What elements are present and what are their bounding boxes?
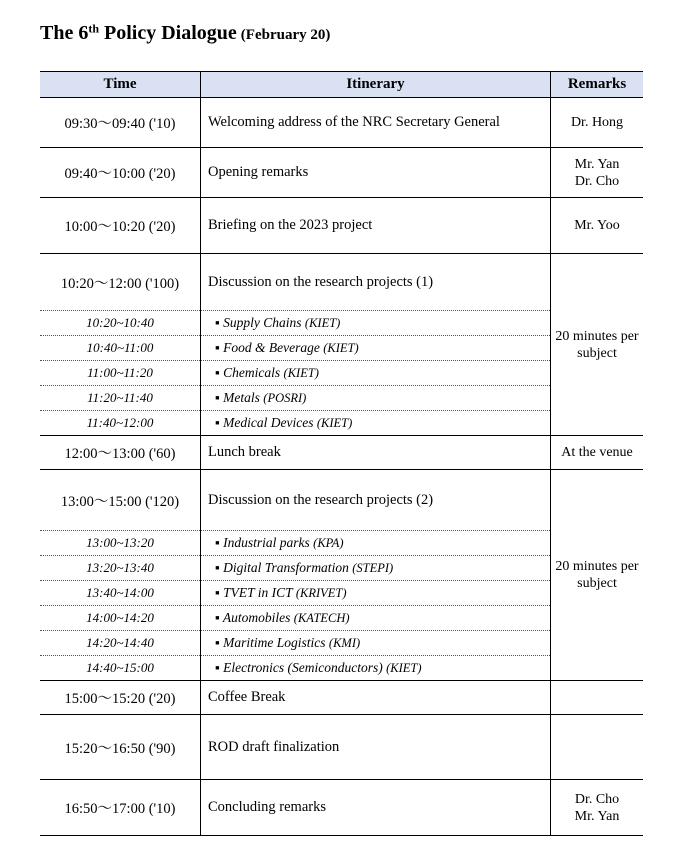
row-item: Welcoming address of the NRC Secretary General — [201, 98, 551, 148]
sub-topic-text: ▪ Supply Chains — [215, 315, 302, 330]
header-time: Time — [40, 72, 201, 98]
remark-line: Mr. Yoo — [574, 218, 620, 233]
sub-topic — [201, 606, 551, 631]
sub-topic — [201, 311, 551, 336]
header-remarks: Remarks — [551, 72, 644, 98]
sub-org: (KMI) — [328, 636, 361, 650]
row-item: Opening remarks — [201, 148, 551, 198]
session2-remarks — [551, 470, 644, 681]
sub-topic-text: ▪ Industrial parks — [215, 535, 310, 550]
sub-org: (KPA) — [313, 536, 344, 550]
title-superscript: th — [88, 21, 100, 36]
title-main: The 6 — [40, 22, 89, 44]
sub-topic-text: ▪ TVET in ICT — [215, 585, 293, 600]
row-item: ROD draft finalization — [201, 715, 551, 780]
row-remarks — [551, 98, 644, 148]
row-remarks — [551, 780, 644, 836]
sub-topic-text: ▪ Digital Transformation — [215, 560, 349, 575]
table-row — [40, 715, 643, 780]
sub-time: 14:20~14:40 — [40, 631, 201, 656]
row-item: Briefing on the 2023 project — [201, 198, 551, 254]
row-time: 12:00～13:00 ('60) — [40, 436, 201, 470]
sub-time: 10:40~11:00 — [40, 336, 201, 361]
table-row — [40, 780, 643, 836]
sub-org: (KIET) — [316, 416, 353, 430]
sub-time: 14:40~15:00 — [40, 656, 201, 681]
row-time: 13:00～15:00 ('120) — [40, 470, 201, 531]
title-date: (February 20) — [240, 27, 331, 43]
row-item: Discussion on the research projects (2) — [201, 470, 551, 531]
header-row — [40, 72, 643, 98]
sub-topic — [201, 336, 551, 361]
sub-topic-text: ▪ Food & Beverage — [215, 340, 320, 355]
sub-topic-text: ▪ Automobiles — [215, 610, 291, 625]
row-time: 16:50～17:00 ('10) — [40, 780, 201, 836]
sub-topic — [201, 531, 551, 556]
row-item: Concluding remarks — [201, 780, 551, 836]
sub-org: (KIET) — [283, 366, 319, 380]
header-itinerary: Itinerary — [201, 72, 551, 98]
sub-topic — [201, 631, 551, 656]
sub-org: (POSRI) — [263, 391, 307, 405]
sub-org: (KRIVET) — [295, 586, 347, 600]
sub-org: (KIET) — [323, 341, 359, 355]
sub-topic — [201, 361, 551, 386]
sub-time: 14:00~14:20 — [40, 606, 201, 631]
sub-topic-text: ▪ Metals — [215, 390, 260, 405]
table-row — [40, 198, 643, 254]
sub-topic-text: ▪ Medical Devices — [215, 415, 314, 430]
row-item: Coffee Break — [201, 681, 551, 715]
sub-org: (STEPI) — [352, 561, 394, 575]
sub-time: 13:40~14:00 — [40, 581, 201, 606]
remark-line: Dr. Cho — [574, 173, 620, 189]
remark-line: 20 minutes per — [555, 559, 639, 574]
sub-topic — [201, 656, 551, 681]
row-remarks — [551, 436, 644, 470]
remark-line: subject — [577, 345, 617, 361]
sub-org: (KIET) — [304, 316, 341, 330]
sub-org: (KATECH) — [293, 611, 350, 625]
sub-topic-text: ▪ Chemicals — [215, 365, 281, 380]
sub-org: (KIET) — [386, 661, 422, 675]
sub-time: 13:20~13:40 — [40, 556, 201, 581]
row-remarks — [551, 148, 644, 198]
row-remarks — [551, 198, 644, 254]
sub-time: 11:40~12:00 — [40, 411, 201, 436]
sub-topic — [201, 411, 551, 436]
page-title — [40, 22, 330, 45]
schedule-table — [40, 71, 643, 836]
session1-remarks — [551, 254, 644, 436]
sub-topic-text: ▪ Maritime Logistics — [215, 635, 326, 650]
row-time: 10:20～12:00 ('100) — [40, 254, 201, 311]
table-row — [40, 681, 643, 715]
row-time: 15:20～16:50 ('90) — [40, 715, 201, 780]
remark-line: subject — [577, 576, 617, 591]
remark-line: Mr. Yan — [574, 808, 620, 824]
sub-time: 13:00~13:20 — [40, 531, 201, 556]
remark-line: Dr. Hong — [570, 115, 624, 130]
row-item: Discussion on the research projects (1) — [201, 254, 551, 311]
sub-time: 10:20~10:40 — [40, 311, 201, 336]
table-row — [40, 254, 643, 311]
row-remarks — [551, 681, 644, 715]
sub-topic — [201, 581, 551, 606]
sub-topic-text: ▪ Electronics (Semiconductors) — [215, 660, 383, 675]
table-row — [40, 148, 643, 198]
sub-topic — [201, 556, 551, 581]
sub-topic — [201, 386, 551, 411]
row-time: 15:00～15:20 ('20) — [40, 681, 201, 715]
row-time: 09:30～09:40 ('10) — [40, 98, 201, 148]
title-rest: Policy Dialogue — [99, 22, 237, 44]
remark-line: Dr. Cho — [574, 791, 620, 807]
row-time: 09:40～10:00 ('20) — [40, 148, 201, 198]
remark-line: At the venue — [561, 445, 633, 460]
table-row — [40, 98, 643, 148]
remark-line: Mr. Yan — [574, 156, 620, 172]
sub-time: 11:20~11:40 — [40, 386, 201, 411]
row-time: 10:00～10:20 ('20) — [40, 198, 201, 254]
table-row — [40, 470, 643, 531]
row-item: Lunch break — [201, 436, 551, 470]
table-row — [40, 436, 643, 470]
sub-time: 11:00~11:20 — [40, 361, 201, 386]
row-remarks — [551, 715, 644, 780]
remark-line: 20 minutes per — [555, 328, 639, 344]
